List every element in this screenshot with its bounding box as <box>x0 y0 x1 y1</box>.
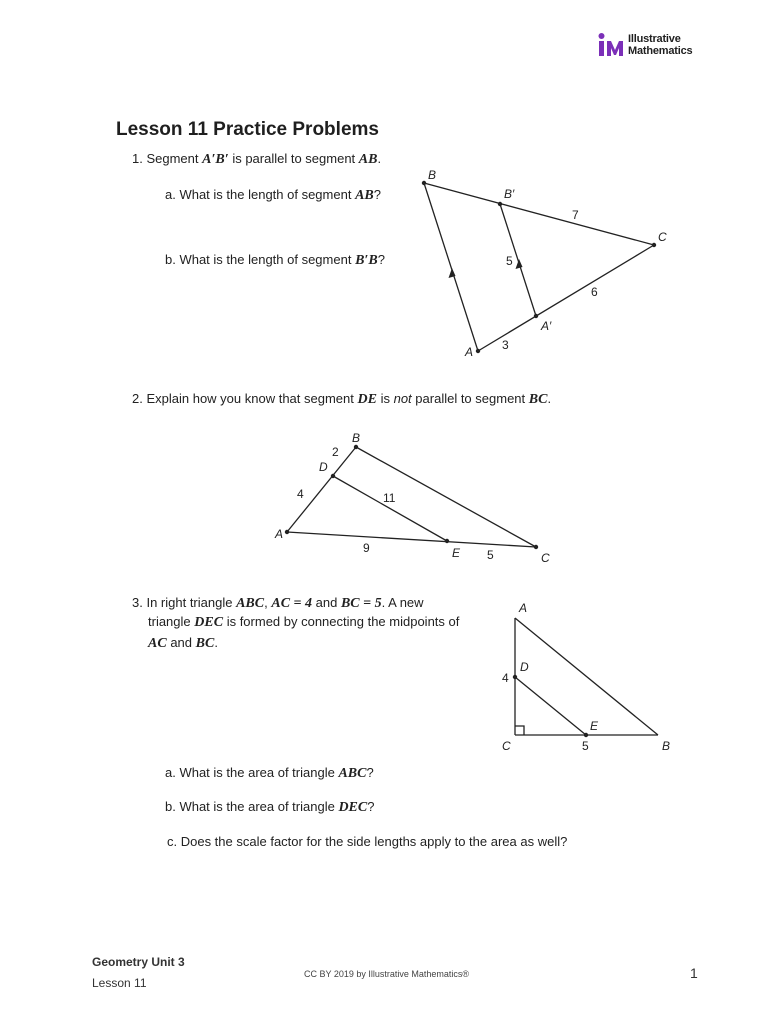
label-D: D <box>319 460 328 474</box>
length-AD: 4 <box>297 487 304 501</box>
problem3-eq2: BC = 5 <box>340 596 382 611</box>
problem3-comma: , <box>264 595 268 610</box>
problem1-seg2: AB <box>358 152 378 167</box>
problem3-part-b-text: b. What is the area of triangle <box>165 799 335 814</box>
problem1-part-a-text: a. What is the length of segment <box>165 187 352 202</box>
label-C: C <box>541 551 550 565</box>
label-B: B <box>428 168 437 182</box>
problem3-part-c: c. Does the scale factor for the side lengths apply to the area as well? <box>167 834 568 849</box>
problem3-eq1: AC = 4 <box>271 596 313 611</box>
logo-line1: Illustrative <box>628 33 681 45</box>
length-BpC: 7 <box>572 208 579 222</box>
label-Bp: B′ <box>504 187 515 201</box>
length-4: 4 <box>502 671 509 685</box>
page-title: Lesson 11 Practice Problems <box>116 119 379 140</box>
length-BpAp: 5 <box>506 254 513 268</box>
problem3-text-a: In right triangle <box>146 595 233 610</box>
problem3-part-b-tri: DEC <box>338 800 368 815</box>
problem3-tri2: DEC <box>194 615 224 630</box>
problem2-seg1: DE <box>357 392 377 407</box>
length-5: 5 <box>582 739 589 753</box>
footer-license: CC BY 2019 by Illustrative Mathematics® <box>304 969 470 979</box>
logo-line2: Mathematics <box>628 45 693 57</box>
problem2-not: not <box>393 391 412 406</box>
label-D: D <box>520 660 529 674</box>
problem2-text-b: is <box>380 391 390 406</box>
segment-DE <box>515 677 586 735</box>
problem1-part-b-suffix: ? <box>377 252 385 267</box>
length-EC: 5 <box>487 548 494 562</box>
label-B: B <box>352 431 361 445</box>
problem3-end: . <box>214 635 218 650</box>
label-A: A <box>519 601 528 615</box>
problem3-tri1: ABC <box>236 596 265 611</box>
problem3-seg1: AC <box>148 636 167 651</box>
problem3-part-b-suffix: ? <box>367 799 375 814</box>
length-DE: 11 <box>383 491 396 505</box>
problem1-part-a-seg: AB <box>355 188 374 203</box>
problem3-text-b: . A new <box>381 595 424 610</box>
label-C: C <box>658 230 667 244</box>
problem3-part-a-suffix: ? <box>366 765 374 780</box>
problem2-number: 2. <box>132 391 143 406</box>
length-DB: 2 <box>332 445 339 459</box>
point-D <box>513 675 517 679</box>
problem1-part-b-text: b. What is the length of segment <box>165 252 352 267</box>
problem3-and2: and <box>170 635 193 650</box>
problem3-and1: and <box>315 595 338 610</box>
length-ApC: 6 <box>591 285 598 299</box>
problem1-seg1: A′B′ <box>202 152 229 167</box>
problem1-text-b: is parallel to segment <box>232 151 356 166</box>
problem3-part-a-tri: ABC <box>338 766 367 781</box>
label-E: E <box>590 719 599 733</box>
problem1-part-b-seg: B′B <box>355 253 378 268</box>
problem1-text-a: Segment <box>146 151 199 166</box>
right-angle-icon <box>515 726 524 735</box>
problem1-text-c: . <box>377 151 382 166</box>
length-AE: 9 <box>363 541 370 555</box>
problem2-text-d: . <box>547 391 552 406</box>
problem3-seg2: BC <box>195 636 215 651</box>
label-C: C <box>502 739 511 753</box>
problem3-text-d: is formed by connecting the midpoints of <box>226 614 460 629</box>
page-number: 1 <box>690 965 698 981</box>
label-E: E <box>452 546 461 560</box>
footer-lesson: Lesson 11 <box>92 976 147 990</box>
problem1-number: 1. <box>132 151 143 166</box>
problem3-part-a-text: a. What is the area of triangle <box>165 765 335 780</box>
length-AAp: 3 <box>502 338 509 352</box>
footer-course: Geometry Unit 3 <box>92 955 185 969</box>
segment-AB <box>515 618 658 735</box>
label-A: A <box>465 345 474 359</box>
problem3-number: 3. <box>132 595 143 610</box>
problem1-part-a-suffix: ? <box>373 187 381 202</box>
point-E <box>584 733 588 737</box>
problem2-text-c: parallel to segment <box>415 391 526 406</box>
problem2-text-a: Explain how you know that segment <box>146 391 354 406</box>
label-A: A <box>275 527 284 541</box>
problem3-text-c: triangle <box>148 614 191 629</box>
problem2-seg2: BC <box>528 392 548 407</box>
label-B: B <box>662 739 671 753</box>
label-Ap: A′ <box>541 319 552 333</box>
